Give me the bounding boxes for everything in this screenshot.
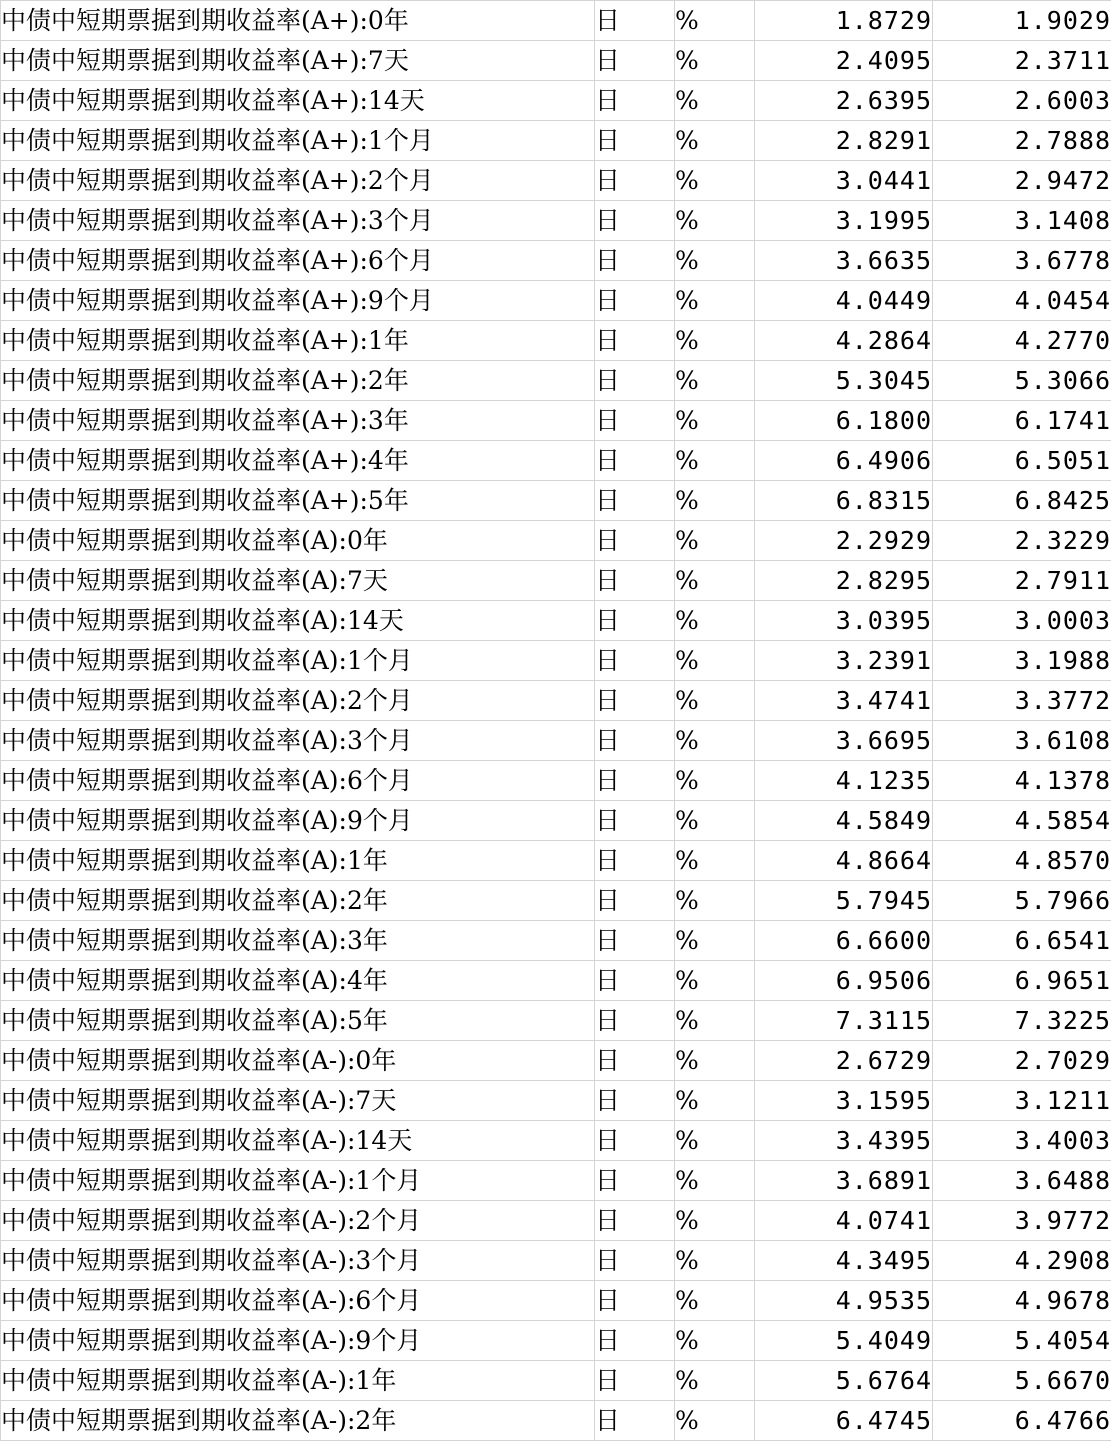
frequency-cell[interactable]: 日: [595, 1041, 675, 1081]
series-name-cell[interactable]: 中债中短期票据到期收益率(A-):14天: [1, 1121, 595, 1161]
value-cell-2[interactable]: 2.3229: [933, 521, 1111, 561]
table-row: [1, 881, 1111, 921]
series-name-cell[interactable]: 中债中短期票据到期收益率(A):0年: [1, 521, 595, 561]
unit-cell[interactable]: %: [675, 161, 755, 201]
table-row: [1, 841, 1111, 881]
frequency-cell[interactable]: 日: [595, 1161, 675, 1201]
unit-cell[interactable]: %: [675, 841, 755, 881]
value-cell-2[interactable]: 1.9029: [933, 1, 1111, 41]
unit-cell[interactable]: %: [675, 1401, 755, 1441]
value-cell-2[interactable]: 3.1211: [933, 1081, 1111, 1121]
series-name-cell[interactable]: 中债中短期票据到期收益率(A):5年: [1, 1001, 595, 1041]
unit-cell[interactable]: %: [675, 641, 755, 681]
table-row: [1, 281, 1111, 321]
value-cell-1[interactable]: 2.6395: [755, 81, 933, 121]
series-name-cell[interactable]: 中债中短期票据到期收益率(A-):9个月: [1, 1321, 595, 1361]
frequency-cell[interactable]: 日: [595, 801, 675, 841]
value-cell-2[interactable]: 2.6003: [933, 81, 1111, 121]
frequency-cell[interactable]: 日: [595, 561, 675, 601]
value-cell-1[interactable]: 6.4906: [755, 441, 933, 481]
table-row: [1, 1241, 1111, 1281]
series-name-cell[interactable]: 中债中短期票据到期收益率(A+):6个月: [1, 241, 595, 281]
series-name-cell[interactable]: 中债中短期票据到期收益率(A+):0年: [1, 1, 595, 41]
unit-cell[interactable]: %: [675, 1161, 755, 1201]
frequency-cell[interactable]: 日: [595, 721, 675, 761]
table-row: [1, 361, 1111, 401]
value-cell-1[interactable]: 4.2864: [755, 321, 933, 361]
value-cell-2[interactable]: 6.4766: [933, 1401, 1111, 1441]
value-cell-1[interactable]: 5.6764: [755, 1361, 933, 1401]
unit-cell[interactable]: %: [675, 1361, 755, 1401]
series-name-cell[interactable]: 中债中短期票据到期收益率(A-):7天: [1, 1081, 595, 1121]
table-row: [1, 761, 1111, 801]
value-cell-2[interactable]: 3.4003: [933, 1121, 1111, 1161]
unit-cell[interactable]: %: [675, 321, 755, 361]
value-cell-2[interactable]: 7.3225: [933, 1001, 1111, 1041]
value-cell-2[interactable]: 6.5051: [933, 441, 1111, 481]
value-cell-1[interactable]: 3.6635: [755, 241, 933, 281]
value-cell-1[interactable]: 4.0741: [755, 1201, 933, 1241]
unit-cell[interactable]: %: [675, 1321, 755, 1361]
frequency-cell[interactable]: 日: [595, 521, 675, 561]
table-row: [1, 961, 1111, 1001]
unit-cell[interactable]: %: [675, 401, 755, 441]
table-row: [1, 1321, 1111, 1361]
frequency-cell[interactable]: 日: [595, 841, 675, 881]
unit-cell[interactable]: %: [675, 481, 755, 521]
table-row: [1, 81, 1111, 121]
series-name-cell[interactable]: 中债中短期票据到期收益率(A-):2个月: [1, 1201, 595, 1241]
frequency-cell[interactable]: 日: [595, 1001, 675, 1041]
table-row: [1, 481, 1111, 521]
unit-cell[interactable]: %: [675, 441, 755, 481]
series-name-cell[interactable]: 中债中短期票据到期收益率(A+):2年: [1, 361, 595, 401]
frequency-cell[interactable]: 日: [595, 921, 675, 961]
table-row: [1, 41, 1111, 81]
frequency-cell[interactable]: 日: [595, 1081, 675, 1121]
table-row: [1, 201, 1111, 241]
series-name-cell[interactable]: 中债中短期票据到期收益率(A+):9个月: [1, 281, 595, 321]
value-cell-1[interactable]: 6.9506: [755, 961, 933, 1001]
unit-cell[interactable]: %: [675, 121, 755, 161]
value-cell-1[interactable]: 2.2929: [755, 521, 933, 561]
series-name-cell[interactable]: 中债中短期票据到期收益率(A):7天: [1, 561, 595, 601]
table-row: [1, 121, 1111, 161]
table-row: [1, 1361, 1111, 1401]
frequency-cell[interactable]: 日: [595, 1401, 675, 1441]
value-cell-1[interactable]: 5.7945: [755, 881, 933, 921]
table-row: [1, 441, 1111, 481]
value-cell-1[interactable]: 2.4095: [755, 41, 933, 81]
unit-cell[interactable]: %: [675, 921, 755, 961]
series-name-cell[interactable]: 中债中短期票据到期收益率(A-):1个月: [1, 1161, 595, 1201]
value-cell-2[interactable]: 3.6778: [933, 241, 1111, 281]
value-cell-2[interactable]: 2.7029: [933, 1041, 1111, 1081]
value-cell-1[interactable]: 4.9535: [755, 1281, 933, 1321]
frequency-cell[interactable]: 日: [595, 81, 675, 121]
value-cell-2[interactable]: 3.6488: [933, 1161, 1111, 1201]
table-row: [1, 1281, 1111, 1321]
value-cell-1[interactable]: 2.6729: [755, 1041, 933, 1081]
value-cell-1[interactable]: 6.6600: [755, 921, 933, 961]
table-row: [1, 521, 1111, 561]
frequency-cell[interactable]: 日: [595, 1361, 675, 1401]
series-name-cell[interactable]: 中债中短期票据到期收益率(A):3个月: [1, 721, 595, 761]
table-body: [1, 1, 1111, 1441]
frequency-cell[interactable]: 日: [595, 441, 675, 481]
frequency-cell[interactable]: 日: [595, 681, 675, 721]
table-row: [1, 241, 1111, 281]
frequency-cell[interactable]: 日: [595, 1, 675, 41]
series-name-cell[interactable]: 中债中短期票据到期收益率(A):4年: [1, 961, 595, 1001]
unit-cell[interactable]: %: [675, 1, 755, 41]
value-cell-1[interactable]: 7.3115: [755, 1001, 933, 1041]
frequency-cell[interactable]: 日: [595, 1201, 675, 1241]
value-cell-1[interactable]: 5.3045: [755, 361, 933, 401]
table-row: [1, 1201, 1111, 1241]
frequency-cell[interactable]: 日: [595, 241, 675, 281]
unit-cell[interactable]: %: [675, 1281, 755, 1321]
value-cell-2[interactable]: 6.6541: [933, 921, 1111, 961]
value-cell-1[interactable]: 6.1800: [755, 401, 933, 441]
frequency-cell[interactable]: 日: [595, 1281, 675, 1321]
table-row: [1, 681, 1111, 721]
value-cell-1[interactable]: 4.1235: [755, 761, 933, 801]
frequency-cell[interactable]: 日: [595, 401, 675, 441]
frequency-cell[interactable]: 日: [595, 761, 675, 801]
value-cell-2[interactable]: 5.4054: [933, 1321, 1111, 1361]
value-cell-1[interactable]: 3.4741: [755, 681, 933, 721]
value-cell-2[interactable]: 3.0003: [933, 601, 1111, 641]
table-row: [1, 1, 1111, 41]
value-cell-2[interactable]: 3.1408: [933, 201, 1111, 241]
value-cell-1[interactable]: 2.8295: [755, 561, 933, 601]
frequency-cell[interactable]: 日: [595, 961, 675, 1001]
value-cell-1[interactable]: 3.1595: [755, 1081, 933, 1121]
value-cell-2[interactable]: 4.1378: [933, 761, 1111, 801]
table-row: [1, 641, 1111, 681]
unit-cell[interactable]: %: [675, 601, 755, 641]
value-cell-2[interactable]: 4.8570: [933, 841, 1111, 881]
value-cell-1[interactable]: 3.0441: [755, 161, 933, 201]
value-cell-1[interactable]: 4.3495: [755, 1241, 933, 1281]
series-name-cell[interactable]: 中债中短期票据到期收益率(A+):1年: [1, 321, 595, 361]
unit-cell[interactable]: %: [675, 1241, 755, 1281]
frequency-cell[interactable]: 日: [595, 201, 675, 241]
series-name-cell[interactable]: 中债中短期票据到期收益率(A):1年: [1, 841, 595, 881]
series-name-cell[interactable]: 中债中短期票据到期收益率(A):2个月: [1, 681, 595, 721]
series-name-cell[interactable]: 中债中短期票据到期收益率(A+):3年: [1, 401, 595, 441]
value-cell-1[interactable]: 4.0449: [755, 281, 933, 321]
table-row: [1, 161, 1111, 201]
table-row: [1, 1161, 1111, 1201]
frequency-cell[interactable]: 日: [595, 1241, 675, 1281]
series-name-cell[interactable]: 中债中短期票据到期收益率(A-):6个月: [1, 1281, 595, 1321]
unit-cell[interactable]: %: [675, 281, 755, 321]
series-name-cell[interactable]: 中债中短期票据到期收益率(A-):3个月: [1, 1241, 595, 1281]
frequency-cell[interactable]: 日: [595, 881, 675, 921]
unit-cell[interactable]: %: [675, 721, 755, 761]
series-name-cell[interactable]: 中债中短期票据到期收益率(A+):5年: [1, 481, 595, 521]
series-name-cell[interactable]: 中债中短期票据到期收益率(A):6个月: [1, 761, 595, 801]
frequency-cell[interactable]: 日: [595, 481, 675, 521]
value-cell-1[interactable]: 3.1995: [755, 201, 933, 241]
unit-cell[interactable]: %: [675, 41, 755, 81]
unit-cell[interactable]: %: [675, 361, 755, 401]
value-cell-2[interactable]: 4.0454: [933, 281, 1111, 321]
table-row: [1, 321, 1111, 361]
unit-cell[interactable]: %: [675, 881, 755, 921]
series-name-cell[interactable]: 中债中短期票据到期收益率(A+):14天: [1, 81, 595, 121]
value-cell-1[interactable]: 3.6891: [755, 1161, 933, 1201]
series-name-cell[interactable]: 中债中短期票据到期收益率(A-):2年: [1, 1401, 595, 1441]
frequency-cell[interactable]: 日: [595, 361, 675, 401]
series-name-cell[interactable]: 中债中短期票据到期收益率(A+):3个月: [1, 201, 595, 241]
table-row: [1, 1001, 1111, 1041]
value-cell-2[interactable]: 6.8425: [933, 481, 1111, 521]
unit-cell[interactable]: %: [675, 1121, 755, 1161]
value-cell-2[interactable]: 2.7888: [933, 121, 1111, 161]
value-cell-1[interactable]: 3.6695: [755, 721, 933, 761]
value-cell-1[interactable]: 4.8664: [755, 841, 933, 881]
series-name-cell[interactable]: 中债中短期票据到期收益率(A):9个月: [1, 801, 595, 841]
table-row: [1, 921, 1111, 961]
series-name-cell[interactable]: 中债中短期票据到期收益率(A+):2个月: [1, 161, 595, 201]
unit-cell[interactable]: %: [675, 1041, 755, 1081]
unit-cell[interactable]: %: [675, 761, 755, 801]
frequency-cell[interactable]: 日: [595, 641, 675, 681]
unit-cell[interactable]: %: [675, 561, 755, 601]
value-cell-2[interactable]: 6.1741: [933, 401, 1111, 441]
value-cell-1[interactable]: 6.8315: [755, 481, 933, 521]
series-name-cell[interactable]: 中债中短期票据到期收益率(A):2年: [1, 881, 595, 921]
value-cell-2[interactable]: 3.6108: [933, 721, 1111, 761]
series-name-cell[interactable]: 中债中短期票据到期收益率(A):1个月: [1, 641, 595, 681]
value-cell-2[interactable]: 4.2770: [933, 321, 1111, 361]
table-row: [1, 721, 1111, 761]
series-name-cell[interactable]: 中债中短期票据到期收益率(A):3年: [1, 921, 595, 961]
unit-cell[interactable]: %: [675, 1001, 755, 1041]
frequency-cell[interactable]: 日: [595, 321, 675, 361]
value-cell-1[interactable]: 3.4395: [755, 1121, 933, 1161]
unit-cell[interactable]: %: [675, 1201, 755, 1241]
table-row: [1, 801, 1111, 841]
value-cell-2[interactable]: 5.6670: [933, 1361, 1111, 1401]
value-cell-1[interactable]: 4.5849: [755, 801, 933, 841]
frequency-cell[interactable]: 日: [595, 601, 675, 641]
value-cell-2[interactable]: 2.3711: [933, 41, 1111, 81]
value-cell-1[interactable]: 2.8291: [755, 121, 933, 161]
frequency-cell[interactable]: 日: [595, 1321, 675, 1361]
table-row: [1, 601, 1111, 641]
unit-cell[interactable]: %: [675, 961, 755, 1001]
table-row: [1, 1041, 1111, 1081]
series-name-cell[interactable]: 中债中短期票据到期收益率(A-):1年: [1, 1361, 595, 1401]
value-cell-2[interactable]: 4.9678: [933, 1281, 1111, 1321]
value-cell-2[interactable]: 3.1988: [933, 641, 1111, 681]
series-name-cell[interactable]: 中债中短期票据到期收益率(A+):1个月: [1, 121, 595, 161]
value-cell-2[interactable]: 4.5854: [933, 801, 1111, 841]
unit-cell[interactable]: %: [675, 801, 755, 841]
value-cell-2[interactable]: 4.2908: [933, 1241, 1111, 1281]
value-cell-2[interactable]: 2.9472: [933, 161, 1111, 201]
unit-cell[interactable]: %: [675, 241, 755, 281]
value-cell-1[interactable]: 3.0395: [755, 601, 933, 641]
unit-cell[interactable]: %: [675, 681, 755, 721]
value-cell-2[interactable]: 3.9772: [933, 1201, 1111, 1241]
table-row: [1, 401, 1111, 441]
value-cell-1[interactable]: 1.8729: [755, 1, 933, 41]
value-cell-1[interactable]: 6.4745: [755, 1401, 933, 1441]
unit-cell[interactable]: %: [675, 81, 755, 121]
series-name-cell[interactable]: 中债中短期票据到期收益率(A-):0年: [1, 1041, 595, 1081]
value-cell-2[interactable]: 5.3066: [933, 361, 1111, 401]
value-cell-1[interactable]: 5.4049: [755, 1321, 933, 1361]
value-cell-2[interactable]: 3.3772: [933, 681, 1111, 721]
value-cell-2[interactable]: 5.7966: [933, 881, 1111, 921]
unit-cell[interactable]: %: [675, 521, 755, 561]
value-cell-2[interactable]: 2.7911: [933, 561, 1111, 601]
unit-cell[interactable]: %: [675, 201, 755, 241]
table-row: [1, 1081, 1111, 1121]
frequency-cell[interactable]: 日: [595, 281, 675, 321]
unit-cell[interactable]: %: [675, 1081, 755, 1121]
frequency-cell[interactable]: 日: [595, 121, 675, 161]
value-cell-1[interactable]: 3.2391: [755, 641, 933, 681]
series-name-cell[interactable]: 中债中短期票据到期收益率(A):14天: [1, 601, 595, 641]
table-row: [1, 561, 1111, 601]
table-row: [1, 1121, 1111, 1161]
table-row: [1, 1401, 1111, 1441]
frequency-cell[interactable]: 日: [595, 1121, 675, 1161]
frequency-cell[interactable]: 日: [595, 161, 675, 201]
frequency-cell[interactable]: 日: [595, 41, 675, 81]
value-cell-2[interactable]: 6.9651: [933, 961, 1111, 1001]
series-name-cell[interactable]: 中债中短期票据到期收益率(A+):4年: [1, 441, 595, 481]
series-name-cell[interactable]: 中债中短期票据到期收益率(A+):7天: [1, 41, 595, 81]
